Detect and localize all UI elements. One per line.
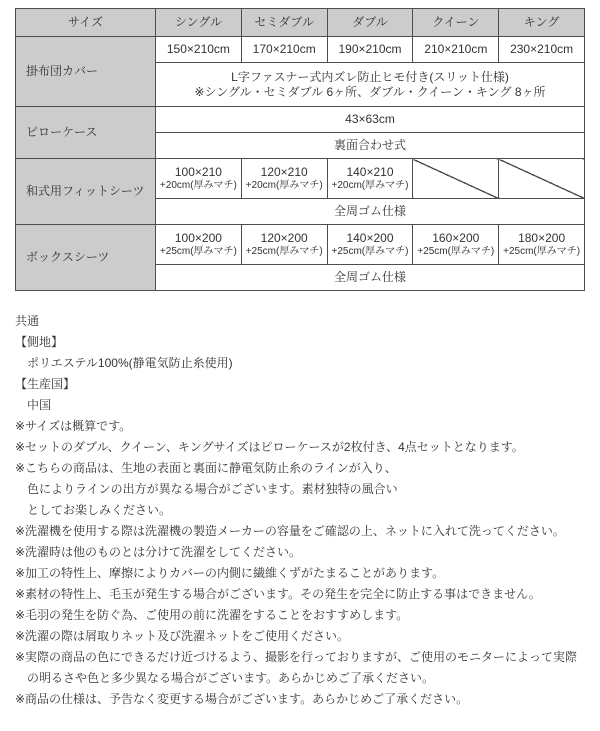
product-notes: [15, 311, 585, 710]
box-gusset: +25cm(厚みマチ): [503, 245, 581, 257]
box-size: 140×200: [346, 231, 394, 246]
table-header-row: [16, 9, 585, 37]
box-gusset: +25cm(厚みマチ): [159, 245, 237, 257]
box-size: 180×200: [518, 231, 566, 246]
fitted-size-cell: [156, 159, 242, 199]
box-size-cell: [156, 225, 242, 265]
box-gusset: +25cm(厚みマチ): [331, 245, 409, 257]
notes-heading: 共通: [15, 314, 40, 328]
fitted-size: 120×210: [260, 165, 308, 180]
note-line: ※実際の商品の色にできるだけ近づけるよう、撮影を行っておりますが、ご使用のモニターによって実際の明るさや色と多少異なる場合がございます。あらかじめご了承ください。: [15, 650, 578, 685]
note-line: ※加工の特性上、摩擦によりカバーの内側に繊維くずがたまることがあります。: [15, 566, 445, 580]
header-queen: クイーン: [413, 9, 499, 37]
box-size: 120×200: [260, 231, 308, 246]
header-single: シングル: [156, 9, 242, 37]
duvet-size-cell: 210×210cm: [413, 37, 499, 63]
box-size-cell: [327, 225, 413, 265]
note-line: としてお楽しみください。: [15, 503, 172, 517]
pillow-size-row: [16, 107, 585, 133]
box-size: 100×200: [174, 231, 222, 246]
duvet-size-cell: 150×210cm: [156, 37, 242, 63]
box-gusset: +25cm(厚みマチ): [245, 245, 323, 257]
fitted-not-available-cell: [499, 159, 585, 199]
note-line: 【生産国】: [15, 377, 76, 391]
box-size-row: [16, 225, 585, 265]
note-line: ※毛羽の発生を防ぐ為、ご使用の前に洗濯をすることをおすすめします。: [15, 608, 409, 622]
note-line: 中国: [15, 398, 52, 412]
duvet-size-row: [16, 37, 585, 63]
fitted-note-cell: 全周ゴム仕様: [156, 199, 585, 225]
note-line: ※サイズは概算です。: [15, 419, 132, 433]
fitted-row-label: 和式用フィットシーツ: [16, 159, 156, 225]
box-note-cell: 全周ゴム仕様: [156, 265, 585, 291]
box-gusset: +25cm(厚みマチ): [417, 245, 495, 257]
fitted-size-cell: [327, 159, 413, 199]
header-king: キング: [499, 9, 585, 37]
note-line: 色によりラインの出方が異なる場合がございます。素材独特の風合い: [15, 482, 398, 496]
fitted-size-cell: [241, 159, 327, 199]
duvet-note-cell: [156, 63, 585, 107]
pillow-note-cell: 裏面合わせ式: [156, 133, 585, 159]
duvet-note-line2: ※シングル・セミダブル 6ヶ所、ダブル・クイーン・キング 8ヶ所: [194, 84, 546, 99]
note-line: 【側地】: [15, 335, 64, 349]
note-line: ※セットのダブル、クイーン、キングサイズはピローケースが2枚付き、4点セットとなります。: [15, 440, 524, 454]
note-line: ※商品の仕様は、予告なく変更する場合がございます。あらかじめご了承ください。: [15, 692, 469, 706]
pillow-size-cell: 43×63cm: [156, 107, 585, 133]
note-line: ※洗濯機を使用する際は洗濯機の製造メーカーの容量をご確認の上、ネットに入れて洗ってください。: [15, 524, 565, 538]
fitted-not-available-cell: [413, 159, 499, 199]
note-line: ※洗濯の際は屑取りネット及び洗濯ネットをご使用ください。: [15, 629, 350, 643]
fitted-gusset: +20cm(厚みマチ): [331, 179, 409, 191]
size-spec-table: [15, 8, 585, 291]
note-line: ※こちらの商品は、生地の表面と裏面に静電気防止糸のラインが入り、: [15, 461, 397, 475]
header-size: サイズ: [16, 9, 156, 37]
duvet-row-label: 掛布団カバー: [16, 37, 156, 107]
fitted-size: 140×210: [346, 165, 394, 180]
header-double: ダブル: [327, 9, 413, 37]
box-size-cell: [413, 225, 499, 265]
box-size-cell: [499, 225, 585, 265]
note-line: ※洗濯時は他のものとは分けて洗濯をしてください。: [15, 545, 302, 559]
duvet-size-cell: 190×210cm: [327, 37, 413, 63]
note-line: ※素材の特性上、毛玉が発生する場合がございます。その発生を完全に防止する事はできません。: [15, 587, 541, 601]
duvet-size-cell: 230×210cm: [499, 37, 585, 63]
fitted-size: 100×210: [174, 165, 222, 180]
box-size: 160×200: [432, 231, 480, 246]
fitted-gusset: +20cm(厚みマチ): [245, 179, 323, 191]
duvet-note-line1: L字ファスナー式内ズレ防止ヒモ付き(スリット仕様): [231, 70, 509, 85]
box-size-cell: [241, 225, 327, 265]
fitted-size-row: [16, 159, 585, 199]
fitted-gusset: +20cm(厚みマチ): [159, 179, 237, 191]
note-line: ポリエステル100%(静電気防止糸使用): [15, 356, 233, 370]
duvet-size-cell: 170×210cm: [241, 37, 327, 63]
box-row-label: ボックスシーツ: [16, 225, 156, 291]
header-semidouble: セミダブル: [241, 9, 327, 37]
pillow-row-label: ピローケース: [16, 107, 156, 159]
